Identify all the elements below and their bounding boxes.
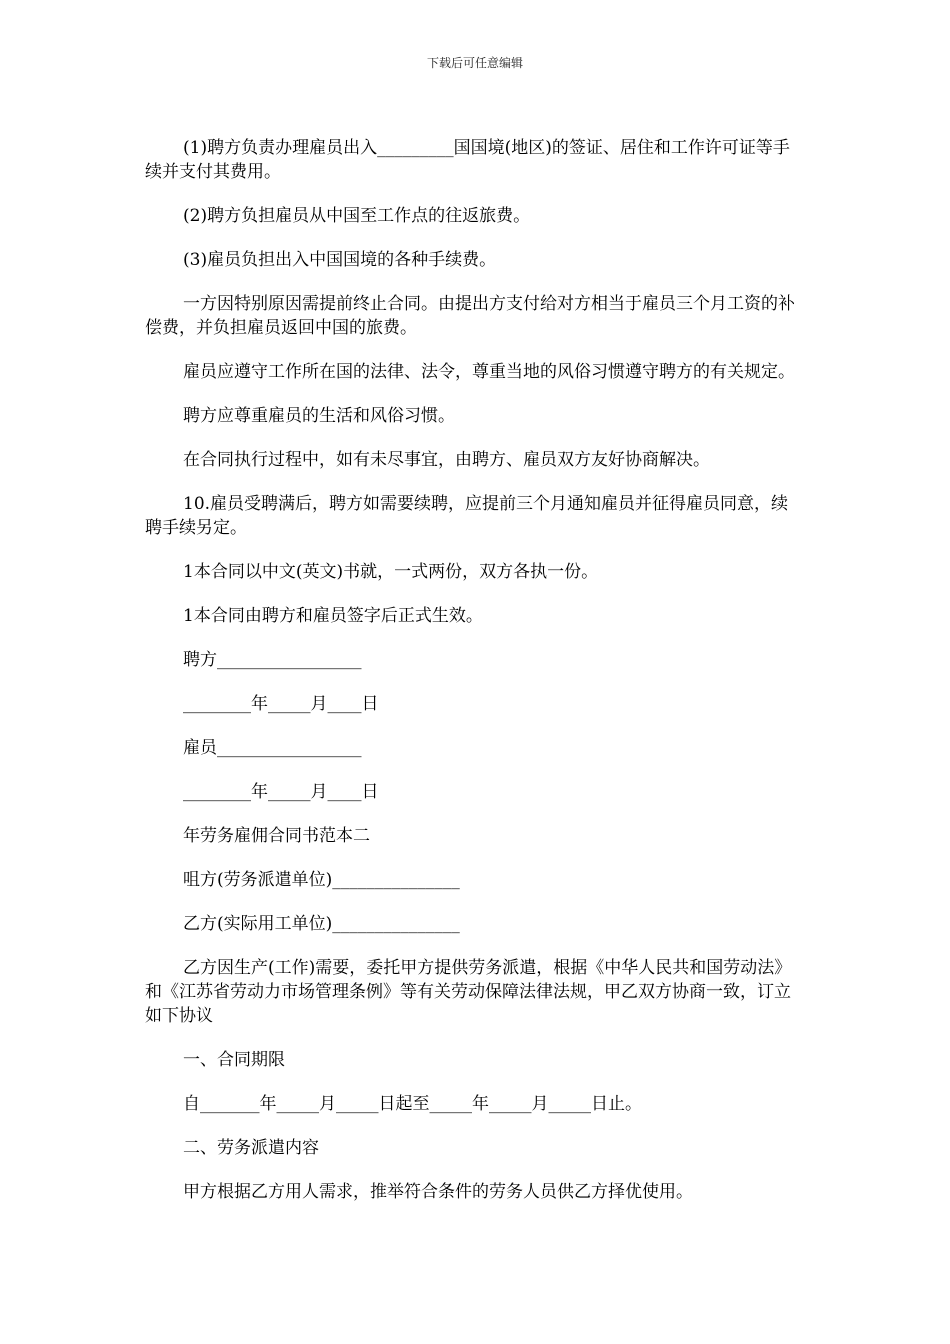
contract-term-dates: 自_______年_____月_____日起至_____年_____月_____日止。 bbox=[183, 1094, 642, 1114]
date-line-employer: ________年_____月____日 bbox=[183, 694, 379, 714]
paragraph-negotiation: 在合同执行过程中，如有未尽事宜，由聘方、雇员双方友好协商解决。 bbox=[183, 450, 710, 470]
document-body bbox=[145, 136, 805, 1204]
section-title-template-two: 年劳务雇佣合同书范本二 bbox=[183, 826, 370, 846]
paragraph-obey-laws: 雇员应遵守工作所在国的法律、法令，尊重当地的风俗习惯遵守聘方的有关规定。 bbox=[183, 362, 795, 382]
party-b-line: 乙方(实际用工单位)_______________ bbox=[183, 914, 460, 934]
paragraph-visa-clause: (1)聘方负责办理雇员出入_________国国境(地区)的签证、居住和工作许可证等手续并支付其费用。 bbox=[145, 138, 790, 182]
paragraph-renewal: 10.雇员受聘满后，聘方如需要续聘，应提前三个月通知雇员并征得雇员同意，续聘手续另定。 bbox=[145, 494, 789, 538]
paragraph-language-copies: 1本合同以中文(英文)书就，一式两份，双方各执一份。 bbox=[183, 562, 599, 582]
paragraph-early-termination: 一方因特别原因需提前终止合同。由提出方支付给对方相当于雇员三个月工资的补偿费，并负担雇员返回中国的旅费。 bbox=[145, 294, 795, 338]
signature-employer: 聘方_________________ bbox=[183, 650, 362, 670]
paragraph-effective: 1本合同由聘方和雇员签字后正式生效。 bbox=[183, 606, 483, 626]
paragraph-dispatch-recommend: 甲方根据乙方用人需求，推举符合条件的劳务人员供乙方择优使用。 bbox=[183, 1182, 693, 1202]
heading-dispatch-content: 二、劳务派遣内容 bbox=[183, 1138, 319, 1158]
page-header: 下载后可任意编辑 bbox=[426, 56, 523, 70]
paragraph-travel-expense: (2)聘方负担雇员从中国至工作点的往返旅费。 bbox=[183, 206, 531, 226]
date-line-employee: ________年_____月____日 bbox=[183, 782, 379, 802]
heading-contract-term: 一、合同期限 bbox=[183, 1050, 285, 1070]
paragraph-border-fees: (3)雇员负担出入中国国境的各种手续费。 bbox=[183, 250, 497, 270]
party-a-line: 咀方(劳务派遣单位)_______________ bbox=[183, 870, 460, 890]
paragraph-respect-customs: 聘方应尊重雇员的生活和风俗习惯。 bbox=[183, 406, 455, 426]
paragraph-preamble: 乙方因生产(工作)需要，委托甲方提供劳务派遣，根据《中华人民共和国劳动法》和《江苏省劳动力市场管理条例》等有关劳动保障法律法规，甲乙双方协商一致，订立如下协议 bbox=[145, 958, 792, 1026]
signature-employee: 雇员_________________ bbox=[183, 738, 362, 758]
